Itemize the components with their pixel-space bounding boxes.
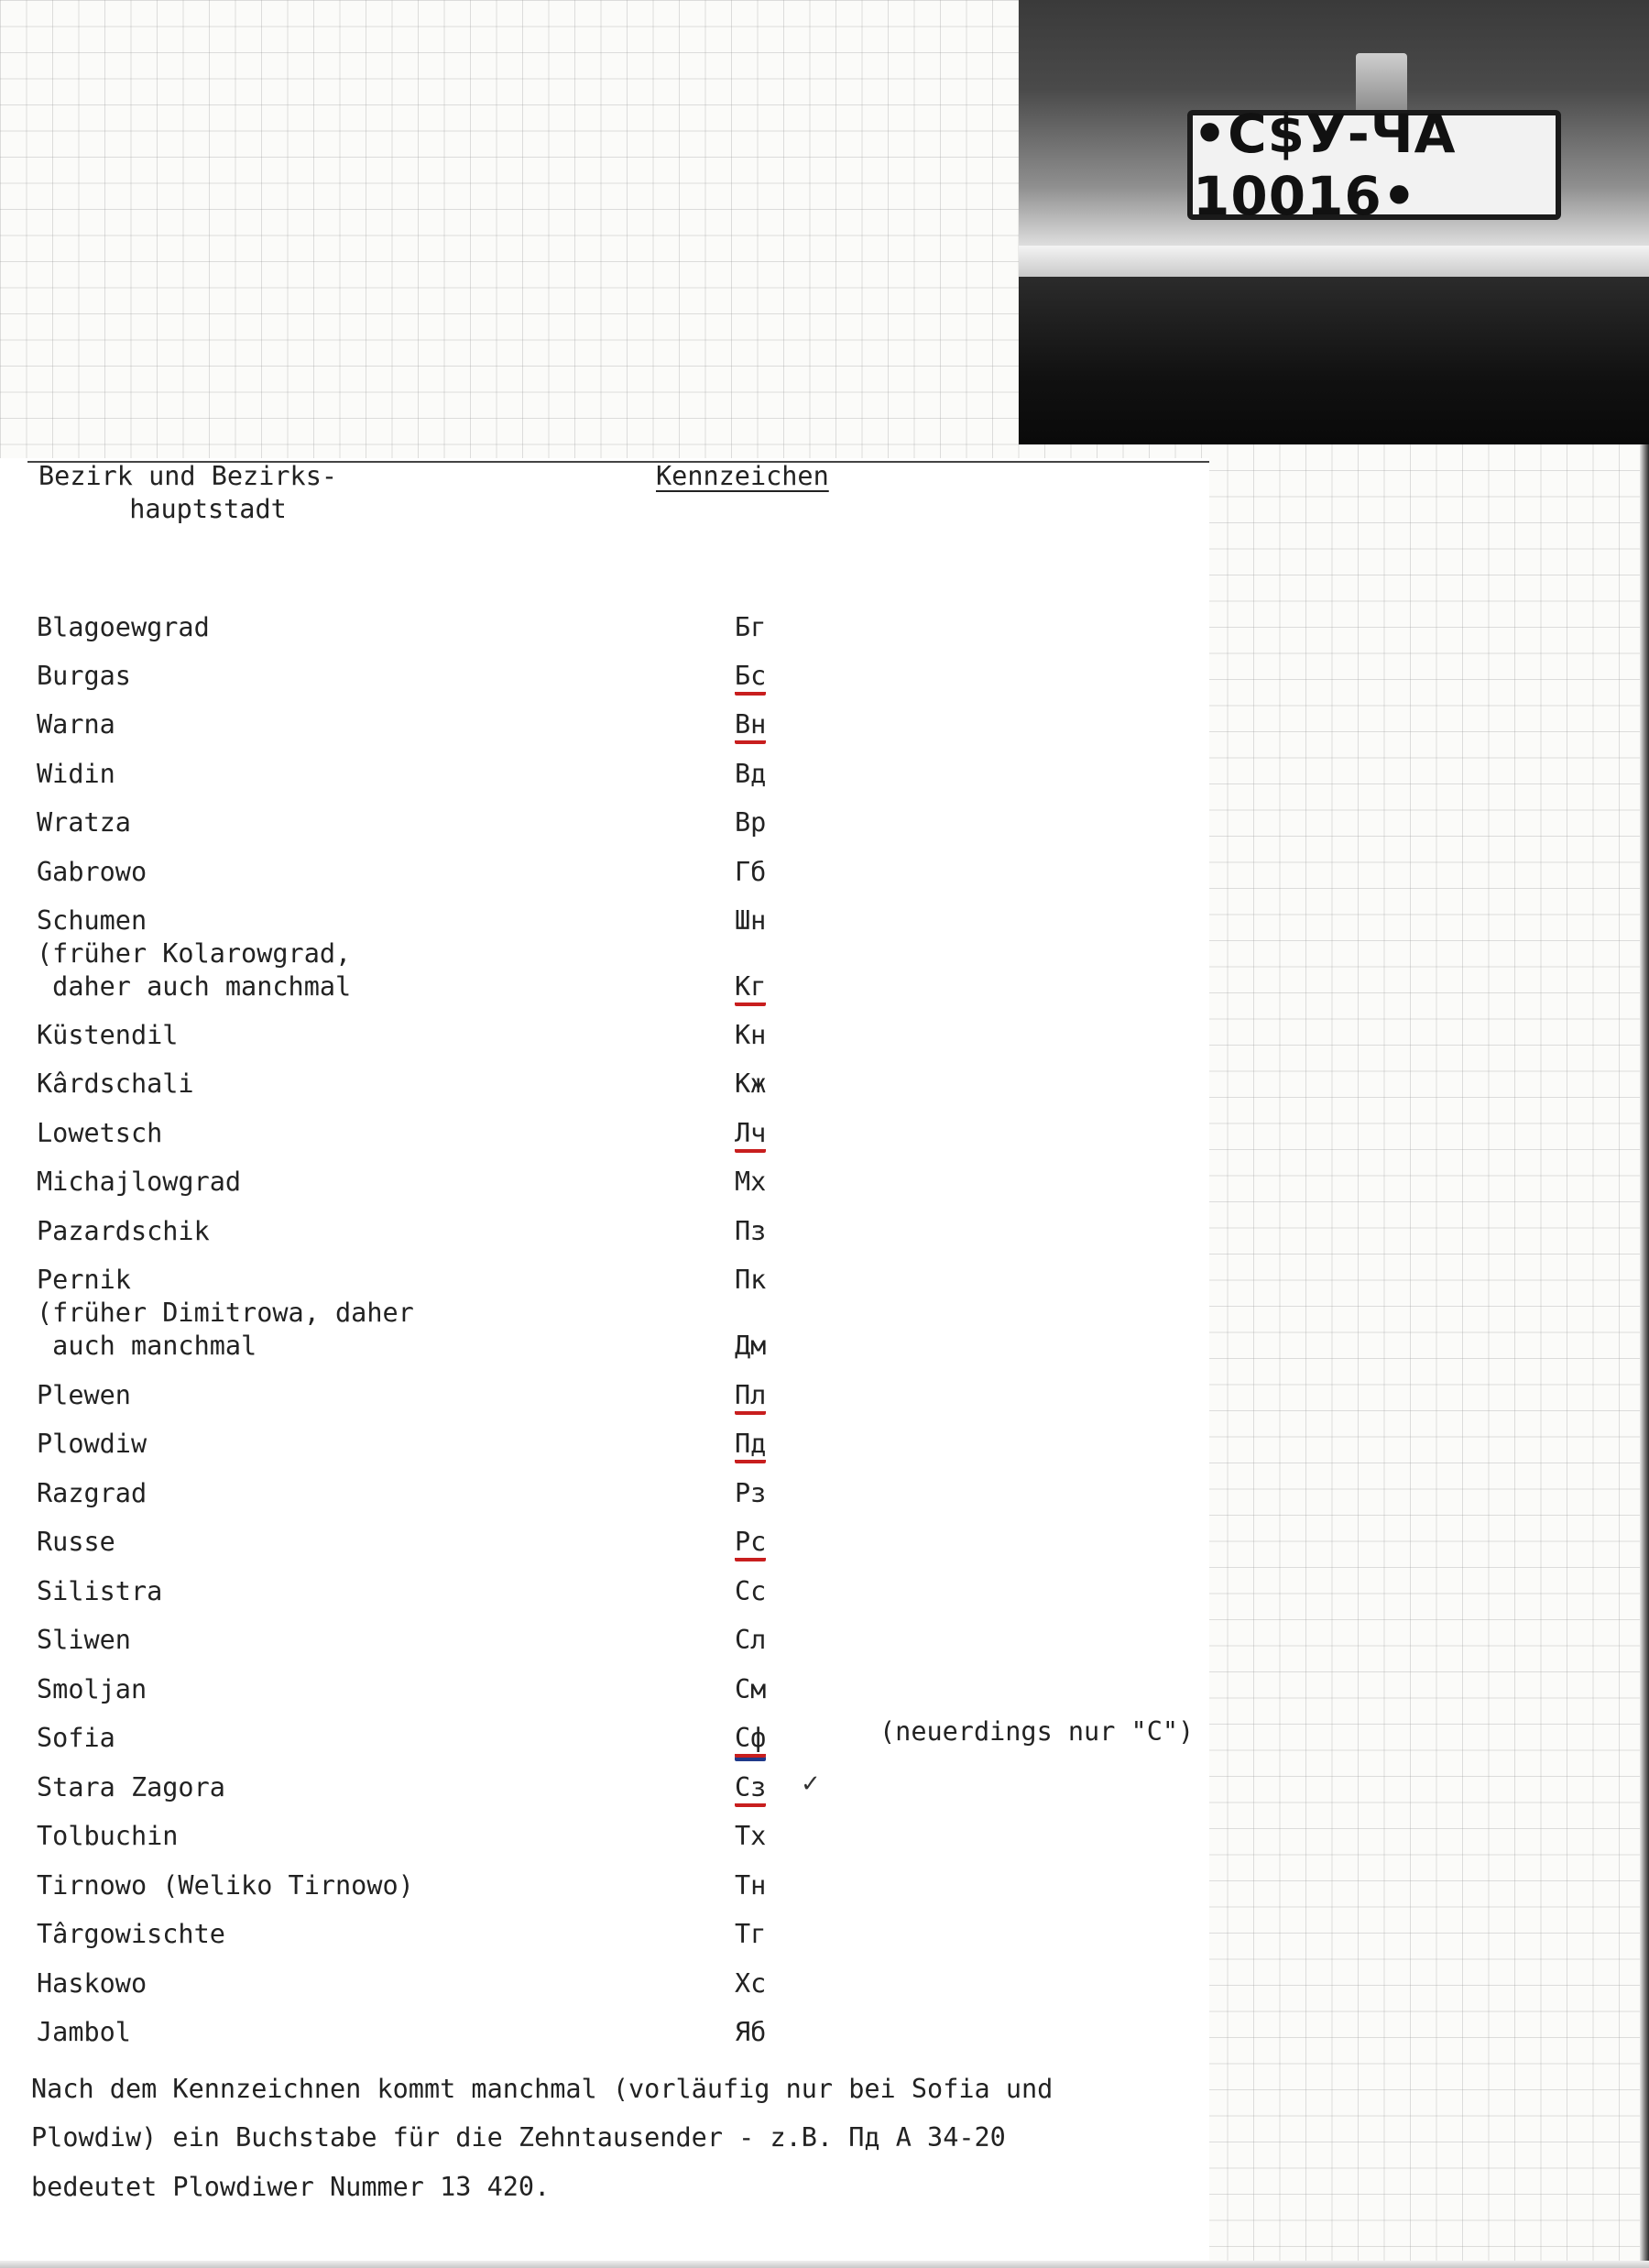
district-name: Kârdschali [37, 1068, 194, 1099]
district-code: Тг [735, 1919, 767, 1949]
district-name: Burgas [37, 661, 131, 691]
district-name: Wratza [37, 807, 131, 838]
district-code: Кг [735, 971, 766, 1002]
header-district-line2: hauptstadt [129, 494, 287, 524]
district-name: Razgrad [37, 1478, 147, 1508]
district-code: Рз [735, 1478, 767, 1508]
district-name: Haskowo [37, 1968, 147, 1999]
district-name: (früher Kolarowgrad, [37, 938, 352, 969]
district-name: Warna [37, 709, 115, 740]
district-code: Пд [735, 1429, 766, 1459]
district-name: Blagoewgrad [37, 612, 210, 642]
district-name: Tirnowo (Weliko Tirnowo) [37, 1870, 414, 1901]
district-name: Pernik [37, 1265, 131, 1295]
district-name: Widin [37, 759, 115, 789]
district-name: Jambol [37, 2017, 131, 2047]
check-mark: ✓ [801, 1770, 821, 1798]
district-name: Michajlowgrad [37, 1167, 242, 1197]
district-name: (früher Dimitrowa, daher [37, 1298, 414, 1328]
sofia-note: (neuerdings nur "С") [879, 1716, 1195, 1747]
license-plate-photo [1019, 0, 1649, 444]
district-name: Smoljan [37, 1674, 147, 1704]
district-name: Gabrowo [37, 857, 147, 887]
district-code: Тх [735, 1821, 767, 1851]
district-code: Бс [735, 661, 766, 691]
district-name: daher auch manchmal [37, 971, 352, 1002]
district-code: Дм [735, 1331, 767, 1361]
district-code: Сс [735, 1576, 767, 1606]
district-code: Рс [735, 1527, 766, 1557]
district-code: Пл [735, 1380, 766, 1410]
district-name: Stara Zagora [37, 1772, 225, 1802]
district-code: Сф [735, 1723, 766, 1753]
typed-sheet [0, 458, 1209, 2268]
footnote-line2: Plowdiw) ein Buchstabe für die Zehntausender - z.B. Пд А 34-20 [31, 2122, 1006, 2153]
district-name: Silistra [37, 1576, 163, 1606]
district-code: Шн [735, 905, 767, 936]
page-bottom-edge [0, 2261, 1649, 2268]
district-name: auch manchmal [37, 1331, 257, 1361]
district-name: Tolbuchin [37, 1821, 179, 1851]
district-code: Кн [735, 1020, 767, 1050]
district-code: Пз [735, 1216, 767, 1246]
district-name: Küstendil [37, 1020, 179, 1050]
header-district-line1: Bezirk und Bezirks- [38, 461, 338, 491]
district-code: Лч [735, 1118, 766, 1148]
district-name: Târgowischte [37, 1919, 225, 1949]
district-code: Сз [735, 1772, 766, 1802]
district-name: Plowdiw [37, 1429, 147, 1459]
district-code: Пк [735, 1265, 767, 1295]
district-code: Бг [735, 612, 767, 642]
header-code: Kennzeichen [656, 461, 829, 491]
car-trim [1019, 246, 1649, 277]
license-plate [1187, 103, 1561, 227]
plate-text: •С$У-ЧА 10016• [1193, 103, 1457, 227]
district-name: Russe [37, 1527, 115, 1557]
district-name: Lowetsch [37, 1118, 163, 1148]
district-code: Гб [735, 857, 767, 887]
footnote-line1: Nach dem Kennzeichnen kommt manchmal (vorläufig nur bei Sofia und [31, 2074, 1054, 2104]
district-code: Вн [735, 709, 766, 740]
district-code: Вр [735, 807, 767, 838]
district-code: Кж [735, 1068, 767, 1099]
district-code: Сл [735, 1625, 767, 1655]
district-code: Хс [735, 1968, 767, 1999]
district-name: Plewen [37, 1380, 131, 1410]
district-name: Schumen [37, 905, 147, 936]
footnote-line3: bedeutet Plowdiwer Nummer 13 420. [31, 2172, 551, 2202]
district-code: См [735, 1674, 767, 1704]
district-name: Sofia [37, 1723, 115, 1753]
car-bumper [1019, 277, 1649, 444]
district-code: Тн [735, 1870, 767, 1901]
district-name: Sliwen [37, 1625, 131, 1655]
district-code: Мх [735, 1167, 767, 1197]
district-name: Pazardschik [37, 1216, 210, 1246]
district-code: Яб [735, 2017, 767, 2047]
district-code: Вд [735, 759, 767, 789]
